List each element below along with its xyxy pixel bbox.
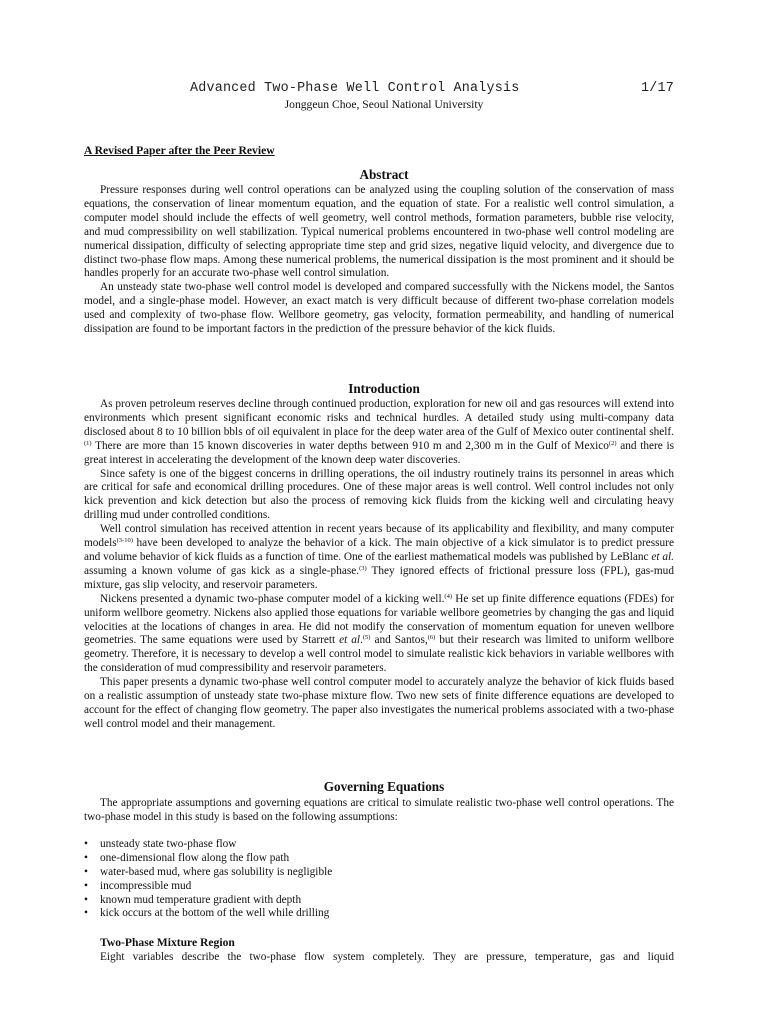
governing-intro bbox=[84, 797, 674, 825]
assumption-item: • unsteady state two-phase flow bbox=[84, 838, 674, 852]
citation-ref: (1) bbox=[84, 439, 92, 447]
intro-p3-text-d: They ignored effects of frictional pressure loss (FPL), gas-mud mixture, gas slip velocity, and reservoir parameters. bbox=[84, 564, 674, 591]
running-header bbox=[190, 82, 674, 96]
intro-paragraph-3 bbox=[84, 523, 674, 593]
abstract-heading: Abstract bbox=[359, 167, 409, 182]
et-al-italic: et al. bbox=[651, 550, 674, 563]
citation-ref: (5) bbox=[362, 634, 371, 642]
intro-p4-text-e: but their research was limited to uniform wellbore geometry. Therefore, it is necessary to develop a well control model to simulate realistic kick behaviors in variable wellbores with the consideration of mud compressibility and reservoir parameters. bbox=[84, 634, 674, 675]
introduction-heading: Introduction bbox=[348, 381, 420, 396]
author-line: Jonggeun Choe, Seoul National University bbox=[284, 98, 484, 111]
intro-p3-text-c: assuming a known volume of gas kick as a single-phase. bbox=[84, 564, 360, 577]
governing-equations-heading: Governing Equations bbox=[323, 779, 445, 794]
page-number: 1/17 bbox=[641, 81, 674, 96]
intro-p1-text-b: There are more than 15 known discoveries in water depths between 910 m and 2,300 m in the Gulf of Mexico bbox=[91, 439, 609, 452]
et-al-italic: et al bbox=[339, 634, 361, 647]
intro-paragraph-1 bbox=[84, 398, 674, 468]
intro-paragraph-4 bbox=[84, 593, 674, 676]
assumption-item: • kick occurs at the bottom of the well while drilling bbox=[84, 907, 674, 921]
assumption-item: • known mud temperature gradient with depth bbox=[84, 894, 674, 908]
governing-paragraph-1: The appropriate assumptions and governing equations are critical to simulate realistic two-phase well control operations. The two-phase model in this study is based on the following assumptions: bbox=[84, 797, 674, 823]
intro-p3-text-b: have been developed to analyze the behavior of a kick. The main objective of a kick simulator is to predict pressure and volume behavior of kick fluids as a function of time. One of the earliest mathematical models was published by LeBlanc bbox=[84, 537, 674, 563]
intro-p1-text-a: As proven petroleum reserves decline through continued production, exploration for new oil and gas resources will extend into environments which present significant economic risks and technical hurdles. A detailed study using multi-company data disclosed about 8 to 10 billion bbls of oil equivalent in place for the deep water area of the Gulf of Mexico outer continental shelf. bbox=[84, 398, 674, 438]
introduction-body bbox=[84, 398, 674, 732]
citation-ref: (4) bbox=[444, 592, 452, 600]
assumptions-list-wrapper bbox=[84, 838, 674, 921]
abstract-body bbox=[84, 184, 674, 337]
assumption-item: • one-dimensional flow along the flow path bbox=[84, 852, 674, 866]
citation-ref: (6) bbox=[427, 634, 436, 642]
intro-p1-text-c: and there is great interest in accelerating the development of the known deep water discoveries. bbox=[84, 439, 674, 466]
citation-ref: (3-10) bbox=[116, 537, 133, 545]
assumption-item: • water-based mud, where gas solubility is negligible bbox=[84, 866, 674, 880]
two-phase-mixture-subheading: Two-Phase Mixture Region bbox=[100, 936, 235, 949]
citation-ref: (2) bbox=[608, 439, 617, 447]
intro-p3-text-a: Well control simulation has received attention in recent years because of its applicability and flexibility, and many computer models bbox=[84, 523, 674, 550]
running-title: Advanced Two-Phase Well Control Analysis bbox=[190, 81, 520, 96]
abstract-paragraph-2: An unsteady state two-phase well control model is developed and compared successfully with the Nickens model, the Santos model, and a single-phase model. However, an exact match is very difficult because of different two-phase correlation models used and complexity of two-phase flow. Wellbore geometry, gas velocity, formation permeability, and handling of numerical dissipation are found to be important factors in the prediction of the pressure behavior of the kick fluids. bbox=[84, 281, 674, 336]
assumption-item: • incompressible mud bbox=[84, 880, 674, 894]
intro-p4-text-b: He set up finite difference equations (FDEs) for uniform wellbore geometry. Nickens also applied those equations for variable wellbore geometries by changing the gas and liquid velocities at the locations of changes in area. He did not modify the conservation of momentum equation for uneven wellbore geometries. The same equations were used by Starrett bbox=[84, 592, 674, 647]
intro-paragraph-2: Since safety is one of the biggest concerns in drilling operations, the oil industry routinely trains its personnel in areas which are critical for safe and economical drilling procedures. One of these major areas is well control. Well control includes not only kick prevention and kick detection but also the process of removing kick fluids from the kicking well and circulating heavy drilling mud under controlled conditions. bbox=[84, 467, 674, 522]
mixture-paragraph-1: Eight variables describe the two-phase flow system completely. They are pressure, temperature, gas and liquid bbox=[100, 951, 674, 963]
two-phase-mixture-body bbox=[84, 951, 674, 965]
intro-p4-text-a: Nickens presented a dynamic two-phase computer model of a kicking well. bbox=[100, 592, 445, 605]
abstract-paragraph-1: Pressure responses during well control operations can be analyzed using the coupling solution of the conservation of mass equations, the conservation of linear momentum equation, and the equation of state. For a realistic well control simulation, a computer model should include the effects of well geometry, well control methods, formation parameters, bubble rise velocity, and mud compressibility on well stabilization. Typical numerical problems encountered in two-phase well control modeling are numerical dissipation, difficulty of selecting appropriate time step and grid sizes, negative liquid velocity, and divergence due to distinct two-phase flow maps. Among these numerical problems, the numerical dissipation is the most prominent and it should be handles properly for an accurate two-phase well control simulation. bbox=[84, 184, 674, 280]
intro-p4-text-c: . bbox=[360, 634, 363, 647]
assumptions-list bbox=[84, 838, 674, 921]
intro-paragraph-5: This paper presents a dynamic two-phase well control computer model to accurately analyze the behavior of kick fluids based on a realistic assumption of unsteady state two-phase mixture flow. Two new sets of finite difference equations are developed to account for the effect of changing flow geometry. The paper also investigates the numerical problems associated with a two-phase well control model and their management. bbox=[84, 676, 674, 730]
citation-ref: (3) bbox=[359, 564, 367, 572]
revised-paper-note: A Revised Paper after the Peer Review bbox=[84, 144, 275, 157]
intro-p4-text-d: and Santos, bbox=[370, 634, 428, 647]
